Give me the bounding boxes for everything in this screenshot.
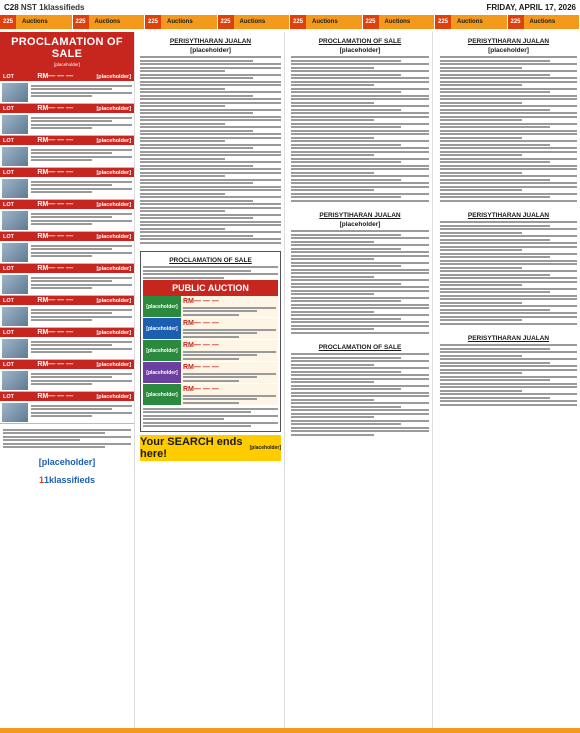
auction-band	[143, 362, 278, 384]
strip-cell	[145, 15, 218, 29]
band-price: RM— — —	[183, 298, 219, 305]
strip-label: Auctions	[22, 19, 48, 25]
page-footer	[0, 728, 580, 733]
lot-bar	[0, 72, 134, 81]
property-photo	[2, 83, 28, 102]
band-price: RM— — —	[183, 320, 219, 327]
property-photo	[2, 371, 28, 390]
strip-cell	[290, 15, 363, 29]
lot-label: LOT	[3, 265, 14, 272]
auction-bands	[143, 296, 278, 406]
terms-block	[0, 424, 134, 453]
band-tag: [placeholder]	[143, 296, 181, 317]
strip-cell	[363, 15, 436, 29]
notice-title-3: PROCLAMATION OF SALE	[318, 38, 402, 45]
column-2	[137, 32, 285, 728]
property-photo	[2, 179, 28, 198]
lot-price: RM— — —	[37, 137, 74, 144]
lot-item	[0, 72, 134, 104]
lot-bar	[0, 104, 134, 113]
property-photo	[2, 147, 28, 166]
lot-bar	[0, 296, 134, 305]
page-label: C28 NST 1klassifieds	[4, 2, 85, 12]
lot-price: RM— — —	[37, 361, 74, 368]
lot-place: [placeholder]	[96, 393, 131, 400]
band-tag: [placeholder]	[143, 340, 181, 361]
proclamation-header	[0, 32, 134, 72]
lot-place: [placeholder]	[96, 137, 131, 144]
lot-place: [placeholder]	[96, 329, 131, 336]
strip-cell	[508, 15, 580, 29]
lot-item	[0, 328, 134, 360]
strip-number: 225	[435, 15, 451, 29]
notice-4b-title: PERISYTIHARAN JUALAN	[467, 212, 550, 219]
property-photo	[2, 307, 28, 326]
strip-cell	[73, 15, 146, 29]
strip-number: 225	[508, 15, 524, 29]
lot-label: LOT	[3, 393, 14, 400]
property-photo	[2, 275, 28, 294]
property-photo	[2, 339, 28, 358]
notice-3b-title: PERISYTIHARAN JUALAN	[319, 212, 401, 219]
lot-label: LOT	[3, 137, 14, 144]
lot-item	[0, 168, 134, 200]
notice-title: PERISYTIHARAN JUALAN	[169, 38, 252, 45]
lot-price: RM— — —	[37, 73, 74, 80]
lot-bar	[0, 392, 134, 401]
lot-item	[0, 392, 134, 424]
lot-place: [placeholder]	[96, 233, 131, 240]
notice-3b-subtitle: [placeholder]	[339, 221, 381, 228]
property-photo	[2, 211, 28, 230]
auction-band	[143, 384, 278, 406]
lot-item	[0, 264, 134, 296]
section-name: NST 1klassifieds	[20, 2, 85, 12]
strip-cell	[218, 15, 291, 29]
lot-label: LOT	[3, 329, 14, 336]
strip-label: Auctions	[239, 19, 266, 25]
lot-bar	[0, 200, 134, 209]
strip-label: Auctions	[94, 19, 121, 25]
lot-price: RM— — —	[37, 201, 74, 208]
proclamation-box	[140, 251, 281, 432]
lot-item	[0, 360, 134, 392]
proclamation-box-title: PROCLAMATION OF SALE	[169, 257, 252, 264]
band-tag: [placeholder]	[143, 362, 181, 383]
property-photo	[2, 243, 28, 262]
lot-label: LOT	[3, 169, 14, 176]
notice-4c-title: PERISYTIHARAN JUALAN	[467, 335, 550, 342]
lot-item	[0, 104, 134, 136]
strip-label: Auctions	[384, 19, 411, 25]
lot-list	[0, 72, 134, 424]
proclamation-title: PROCLAMATION OF SALE	[11, 36, 123, 60]
auction-band	[143, 340, 278, 362]
lot-item	[0, 232, 134, 264]
strip-label: Auctions	[529, 19, 556, 25]
strip-cell	[435, 15, 508, 29]
band-tag: [placeholder]	[143, 384, 181, 405]
lot-price: RM— — —	[37, 297, 74, 304]
lot-price: RM— — —	[37, 329, 74, 336]
notice-4a-title: PERISYTIHARAN JUALAN	[467, 38, 550, 45]
lot-label: LOT	[3, 201, 14, 208]
band-price: RM— — —	[183, 386, 219, 393]
lot-price: RM— — —	[37, 169, 74, 176]
lot-bar	[0, 360, 134, 369]
strip-number: 225	[290, 15, 306, 29]
public-auction-title: PUBLIC AUCTION	[143, 280, 278, 296]
lot-item	[0, 296, 134, 328]
lot-label: LOT	[3, 297, 14, 304]
lot-bar	[0, 328, 134, 337]
lot-bar	[0, 136, 134, 145]
strip-cell	[0, 15, 73, 29]
lot-label: LOT	[3, 105, 14, 112]
strip-label: Auctions	[312, 19, 338, 25]
strip-number: 225	[0, 15, 16, 29]
search-advert	[140, 435, 281, 461]
lot-label: LOT	[3, 73, 14, 80]
strip-number: 225	[145, 15, 161, 29]
lot-item	[0, 200, 134, 232]
band-price: RM— — —	[183, 364, 219, 371]
strip-number: 225	[363, 15, 379, 29]
notice-block-4a	[437, 32, 580, 206]
auction-band	[143, 318, 278, 340]
column-4	[437, 32, 580, 728]
strip-label: Auctions	[457, 19, 483, 25]
lot-price: RM— — —	[37, 233, 74, 240]
lot-place: [placeholder]	[96, 265, 131, 272]
page-date: FRIDAY, APRIL 17, 2026	[486, 2, 576, 12]
category-strip	[0, 15, 580, 29]
notice-3c-title: PROCLAMATION OF SALE	[318, 344, 402, 351]
page-header	[0, 0, 580, 14]
notice-block-4b	[437, 206, 580, 329]
search-advert-title: Your SEARCH ends here!	[140, 435, 243, 460]
lot-place: [placeholder]	[96, 105, 131, 112]
lot-label: LOT	[3, 233, 14, 240]
column-1	[0, 32, 135, 728]
band-tag: [placeholder]	[143, 318, 181, 339]
strip-label: Auctions	[167, 19, 193, 25]
lot-item	[0, 136, 134, 168]
notice-subtitle-3: [placeholder]	[339, 47, 381, 54]
lot-price: RM— — —	[37, 105, 74, 112]
notice-block-3b	[288, 206, 432, 338]
company-logo: [placeholder]	[38, 456, 96, 467]
lot-bar	[0, 168, 134, 177]
notice-4a-subtitle: [placeholder]	[488, 47, 529, 54]
notice-block-3c	[288, 338, 432, 440]
auction-band	[143, 296, 278, 318]
proclamation-subtitle: [placeholder]	[54, 62, 80, 67]
klassifieds-logo: 1 1klassifieds	[38, 474, 96, 485]
search-advert-sub: [placeholder]	[249, 444, 281, 451]
property-photo	[2, 403, 28, 422]
strip-number: 225	[73, 15, 89, 29]
notice-subtitle: [placeholder]	[190, 47, 231, 54]
lot-price: RM— — —	[37, 393, 74, 400]
band-price: RM— — —	[183, 342, 219, 349]
lot-place: [placeholder]	[96, 169, 131, 176]
notice-block-4c	[437, 329, 580, 410]
lot-place: [placeholder]	[96, 201, 131, 208]
lot-place: [placeholder]	[96, 297, 131, 304]
lot-bar	[0, 264, 134, 273]
property-photo	[2, 115, 28, 134]
lot-place: [placeholder]	[96, 361, 131, 368]
lot-label: LOT	[3, 361, 14, 368]
column-3	[288, 32, 433, 728]
strip-number: 225	[218, 15, 234, 29]
lot-price: RM— — —	[37, 265, 74, 272]
lot-place: [placeholder]	[96, 73, 131, 80]
klassifieds-wordmark: 1klassifieds	[43, 474, 96, 485]
lot-bar	[0, 232, 134, 241]
